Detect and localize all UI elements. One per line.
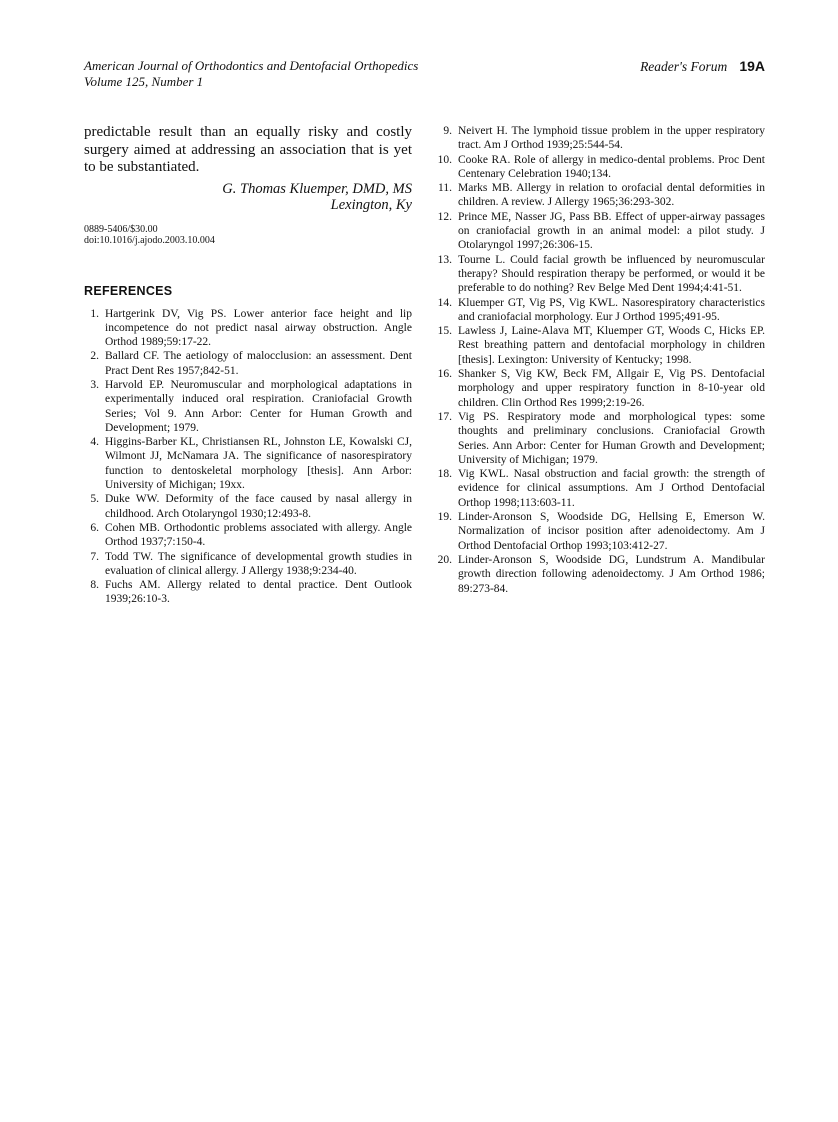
reference-item [437, 124, 765, 153]
reference-number: 3. [90, 378, 99, 391]
reference-text: Lawless J, Laine-Alava MT, Kluemper GT, Woods C, Hicks EP. Rest breathing pattern and dentofacial morphology in children [thesis]. Lexington: University of Kentucky; 1998. [458, 325, 765, 366]
reference-text: Kluemper GT, Vig PS, Vig KWL. Nasorespiratory characteristics and craniofacial morphology. Eur J Orthod 1995;491-95. [458, 296, 765, 323]
reference-item [437, 467, 765, 510]
reference-item [437, 324, 765, 367]
reference-number: 7. [90, 550, 99, 563]
references-list-left [84, 307, 412, 607]
reference-text: Vig KWL. Nasal obstruction and facial growth: the strength of evidence for clinical assumptions. Am J Orthod Dentofacial Orthop 1998;113:603-11. [458, 468, 765, 509]
reference-text: Marks MB. Allergy in relation to orofacial dental deformities in children. A review. J Allergy 1965;36:293-302. [458, 182, 765, 209]
section-title: Reader's Forum [640, 59, 728, 74]
reference-text: Shanker S, Vig KW, Beck FM, Allgair E, Vig PS. Dentofacial morphology and upper respiratory function in 8-10-year old children. Clin Orthod Res 1999;2:19-26. [458, 368, 765, 409]
reference-item [437, 410, 765, 467]
page-body [84, 124, 765, 607]
reference-text: Harvold EP. Neuromuscular and morphological adaptations in experimentally induced oral respiration. Craniofacial Growth Series; Vol 9. Ann Arbor: Center for Human Growth and Development; 1979. [105, 378, 412, 434]
journal-title: American Journal of Orthodontics and Dentofacial Orthopedics [84, 58, 419, 73]
reference-number: 14. [437, 296, 452, 309]
reference-number: 9. [443, 125, 452, 137]
right-column [437, 124, 765, 607]
journal-identification [84, 58, 418, 90]
publication-info [84, 224, 412, 247]
reference-number: 15. [437, 325, 452, 338]
reference-text: Ballard CF. The aetiology of malocclusion: an assessment. Dent Pract Dent Res 1957;842-51. [105, 350, 412, 377]
reference-number: 18. [437, 468, 452, 481]
reference-item [437, 253, 765, 296]
reference-number: 4. [90, 436, 99, 449]
reference-item [437, 296, 765, 325]
reference-item [84, 521, 412, 550]
left-column [84, 124, 412, 607]
author-location: Lexington, Ky [330, 197, 412, 213]
reference-number: 17. [437, 410, 452, 423]
reference-number: 16. [437, 368, 452, 381]
reference-item [84, 578, 412, 607]
letter-closing-paragraph: predictable result than an equally risky and costly surgery aimed at addressing an association that is yet to be substantiated. [84, 124, 412, 175]
reference-number: 12. [437, 210, 452, 223]
reference-item [84, 349, 412, 378]
reference-number: 2. [90, 350, 99, 363]
doi-line: doi:10.1016/j.ajodo.2003.10.004 [84, 235, 215, 246]
volume-line: Volume 125, Number 1 [84, 74, 204, 89]
reference-number: 13. [437, 253, 452, 266]
reference-item [84, 550, 412, 579]
letter-signature-block [84, 181, 412, 214]
reference-text: Prince ME, Nasser JG, Pass BB. Effect of upper-airway passages on craniofacial growth in an animal model: a pilot study. J Otolaryngol 1997;26:306-15. [458, 210, 765, 252]
reference-number: 10. [437, 153, 452, 166]
reference-item [84, 435, 412, 492]
reference-text: Linder-Aronson S, Woodside DG, Hellsing E, Emerson W. Normalization of incisor position after adenoidectomy. Am J Orthod Dentofacial Orthop 1993;103:412-27. [458, 511, 765, 552]
reference-text: Vig PS. Respiratory mode and morphological types: some thoughts and preliminary conclusions. Craniofacial Growth Series. Ann Arbor: Center for Human Growth and Development; University of Michigan; 1979. [458, 410, 765, 466]
references-list-right [437, 124, 765, 596]
reference-item [84, 378, 412, 435]
reference-text: Higgins-Barber KL, Christiansen RL, Johnston LE, Kowalski CJ, Wilmont JJ, McNamara JA. The significance of nasorespiratory function to dentoskeletal morphology [thesis]. Ann Arbor: University of Michigan; 19xx. [105, 436, 412, 492]
reference-number: 6. [90, 521, 99, 534]
reference-number: 20. [437, 553, 452, 566]
issn-price-line: 0889-5406/$30.00 [84, 223, 158, 235]
reference-number: 1. [90, 307, 99, 320]
reference-number: 19. [437, 511, 452, 524]
reference-text: Cohen MB. Orthodontic problems associated with allergy. Angle Orthod 1937;7:150-4. [105, 521, 412, 549]
reference-item [437, 153, 765, 182]
reference-text: Hartgerink DV, Vig PS. Lower anterior face height and lip incompetence do not predict nasal airway obstruction. Angle Orthod 1989;59:17-22. [105, 307, 412, 349]
reference-item [84, 492, 412, 521]
reference-item [437, 210, 765, 253]
page-number: 19A [739, 58, 765, 74]
reference-text: Cooke RA. Role of allergy in medico-dental problems. Proc Dent Centenary Celebration 1940;134. [458, 153, 765, 180]
reference-item [437, 367, 765, 410]
running-head [84, 58, 765, 90]
reference-text: Fuchs AM. Allergy related to dental practice. Dent Outlook 1939;26:10-3. [105, 579, 412, 606]
reference-number: 5. [90, 493, 99, 506]
reference-text: Duke WW. Deformity of the face caused by nasal allergy in childhood. Arch Otolaryngol 1930;12:493-8. [105, 493, 412, 520]
reference-text: Linder-Aronson S, Woodside DG, Lundstrum A. Mandibular growth direction following adenoidectomy. J Am Orthod 1986; 89:273-84. [458, 553, 765, 595]
reference-number: 11. [438, 182, 452, 195]
reference-number: 8. [90, 579, 99, 592]
reference-item [84, 307, 412, 350]
reference-text: Neivert H. The lymphoid tissue problem in the upper respiratory tract. Am J Orthod 1939;25:544-54. [458, 125, 765, 152]
running-head-right [640, 58, 765, 75]
author-name: G. Thomas Kluemper, DMD, MS [222, 180, 412, 197]
references-heading: REFERENCES [84, 283, 173, 298]
reference-text: Tourne L. Could facial growth be influenced by neuromuscular therapy? Should respiration therapy be performed, or would it be preferable to do nothing? Rev Belge Med Dent 1994;4:41-51. [458, 253, 765, 295]
reference-text: Todd TW. The significance of developmental growth studies in evaluation of clinical allergy. J Allergy 1938;9:234-40. [105, 550, 412, 577]
reference-item [437, 510, 765, 553]
reference-item [437, 553, 765, 596]
reference-item [437, 181, 765, 210]
